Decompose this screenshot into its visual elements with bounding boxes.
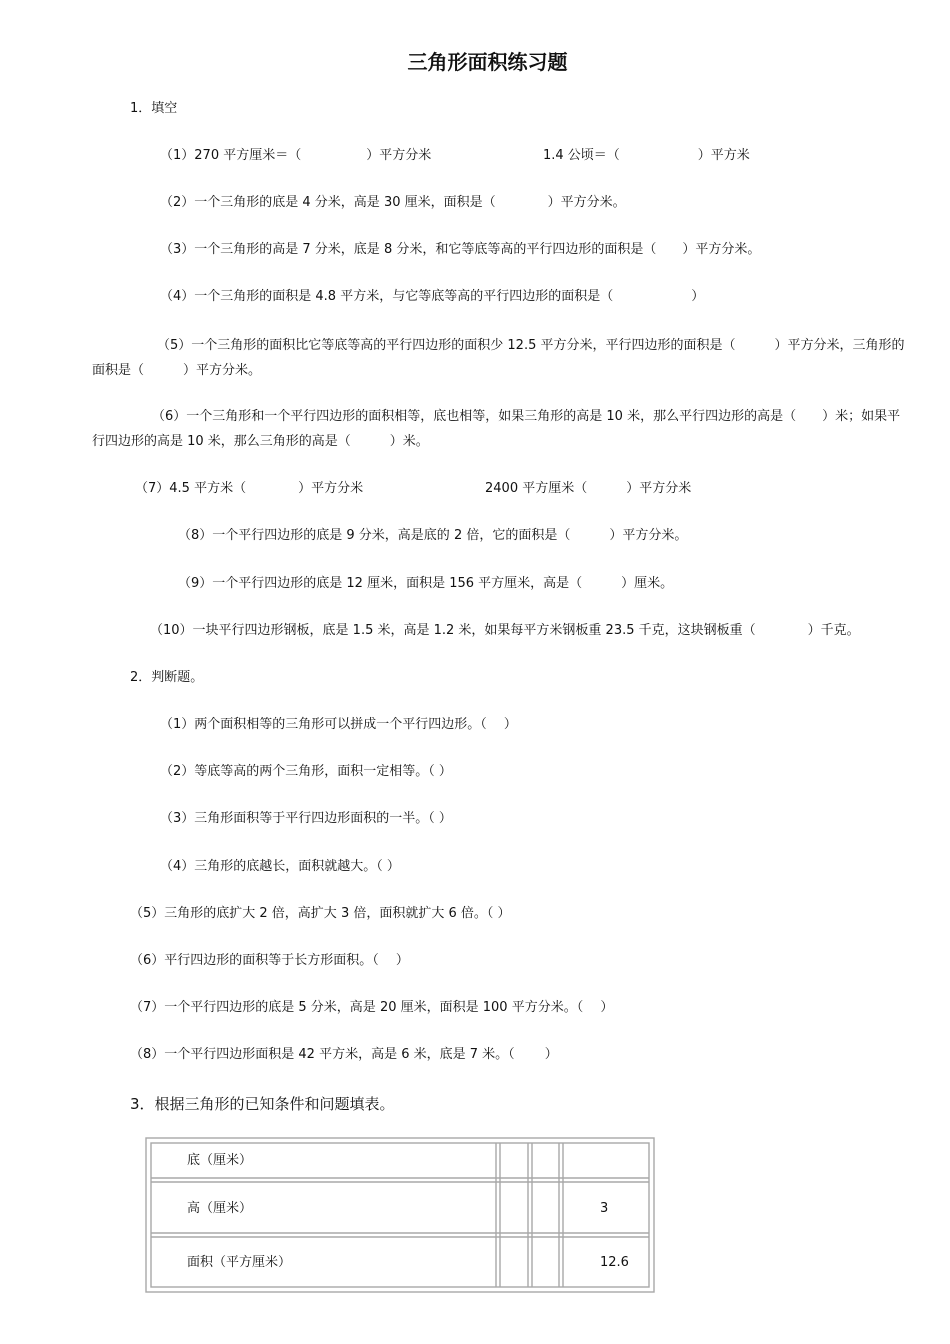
judge-item-7: （7）一个平行四边形的底是 5 分米，高是 20 厘米，面积是 100 平方分米。（ ）: [130, 1000, 614, 1015]
table-row-label-height: 高（厘米）: [187, 1201, 253, 1216]
question-1-5: （5）一个三角形的面积比它等底等高的平行四边形的面积少 12.5 平方分米，平行四边形的面积是（ ）平方分米，三角形的面积是（ ）平方分米。: [92, 338, 905, 378]
judge-item-1: （1）两个面积相等的三角形可以拼成一个平行四边形。（ ）: [160, 717, 517, 732]
table-row-label-area: 面积（平方厘米）: [187, 1255, 292, 1270]
section-1-heading: 1．填空: [130, 101, 178, 116]
table-cell-height-value: 3: [600, 1201, 609, 1216]
judge-item-8: （8）一个平行四边形面积是 42 平方米，高是 6 米，底是 7 米。（ ）: [130, 1047, 558, 1062]
table-cell-area-value: 12.6: [600, 1255, 629, 1270]
question-1-10: （10）一块平行四边形钢板，底是 1.5 米，高是 1.2 米，如果每平方米钢板重 23.5 千克，这块钢板重（ ）千克。: [150, 623, 860, 638]
section-2-heading: 2．判断题。: [130, 670, 204, 685]
question-1-1a: （1）270 平方厘米＝（ ）平方分米: [160, 148, 432, 163]
page-title: 三角形面积练习题: [407, 50, 568, 74]
section-3-heading: 3．根据三角形的已知条件和问题填表。: [130, 1095, 395, 1113]
question-1-4: （4）一个三角形的面积是 4.8 平方米，与它等底等高的平行四边形的面积是（ ）: [160, 289, 705, 304]
question-1-8: （8）一个平行四边形的底是 9 分米，高是底的 2 倍，它的面积是（ ）平方分米。: [178, 528, 688, 543]
judge-item-6: （6）平行四边形的面积等于长方形面积。（ ）: [130, 953, 409, 968]
question-1-9: （9）一个平行四边形的底是 12 厘米，面积是 156 平方厘米，高是（ ）厘米。: [178, 576, 674, 591]
table-row-label-base: 底（厘米）: [187, 1153, 253, 1168]
question-1-2: （2）一个三角形的底是 4 分米，高是 30 厘米，面积是（ ）平方分米。: [160, 195, 626, 210]
judge-item-4: （4）三角形的底越长，面积就越大。（ ）: [160, 859, 400, 874]
judge-item-3: （3）三角形面积等于平行四边形面积的一半。（ ）: [160, 811, 452, 826]
question-1-7b: 2400 平方厘米（ ）平方分米: [485, 481, 692, 496]
question-1-6: （6）一个三角形和一个平行四边形的面积相等，底也相等，如果三角形的高是 10 米，那么平行四边形的高是（ ）米；如果平行四边形的高是 10 米，那么三角形的高是（ ）米。: [92, 409, 901, 449]
judge-item-5: （5）三角形的底扩大 2 倍，高扩大 3 倍，面积就扩大 6 倍。（ ）: [130, 906, 511, 921]
question-1-3: （3）一个三角形的高是 7 分米，底是 8 分米，和它等底等高的平行四边形的面积是（ ）平方分米。: [160, 242, 761, 257]
question-1-1b: 1.4 公顷＝（ ）平方米: [543, 148, 750, 163]
question-1-7a: （7）4.5 平方米（ ）平方分米: [135, 481, 364, 496]
judge-item-2: （2）等底等高的两个三角形，面积一定相等。（ ）: [160, 764, 452, 779]
